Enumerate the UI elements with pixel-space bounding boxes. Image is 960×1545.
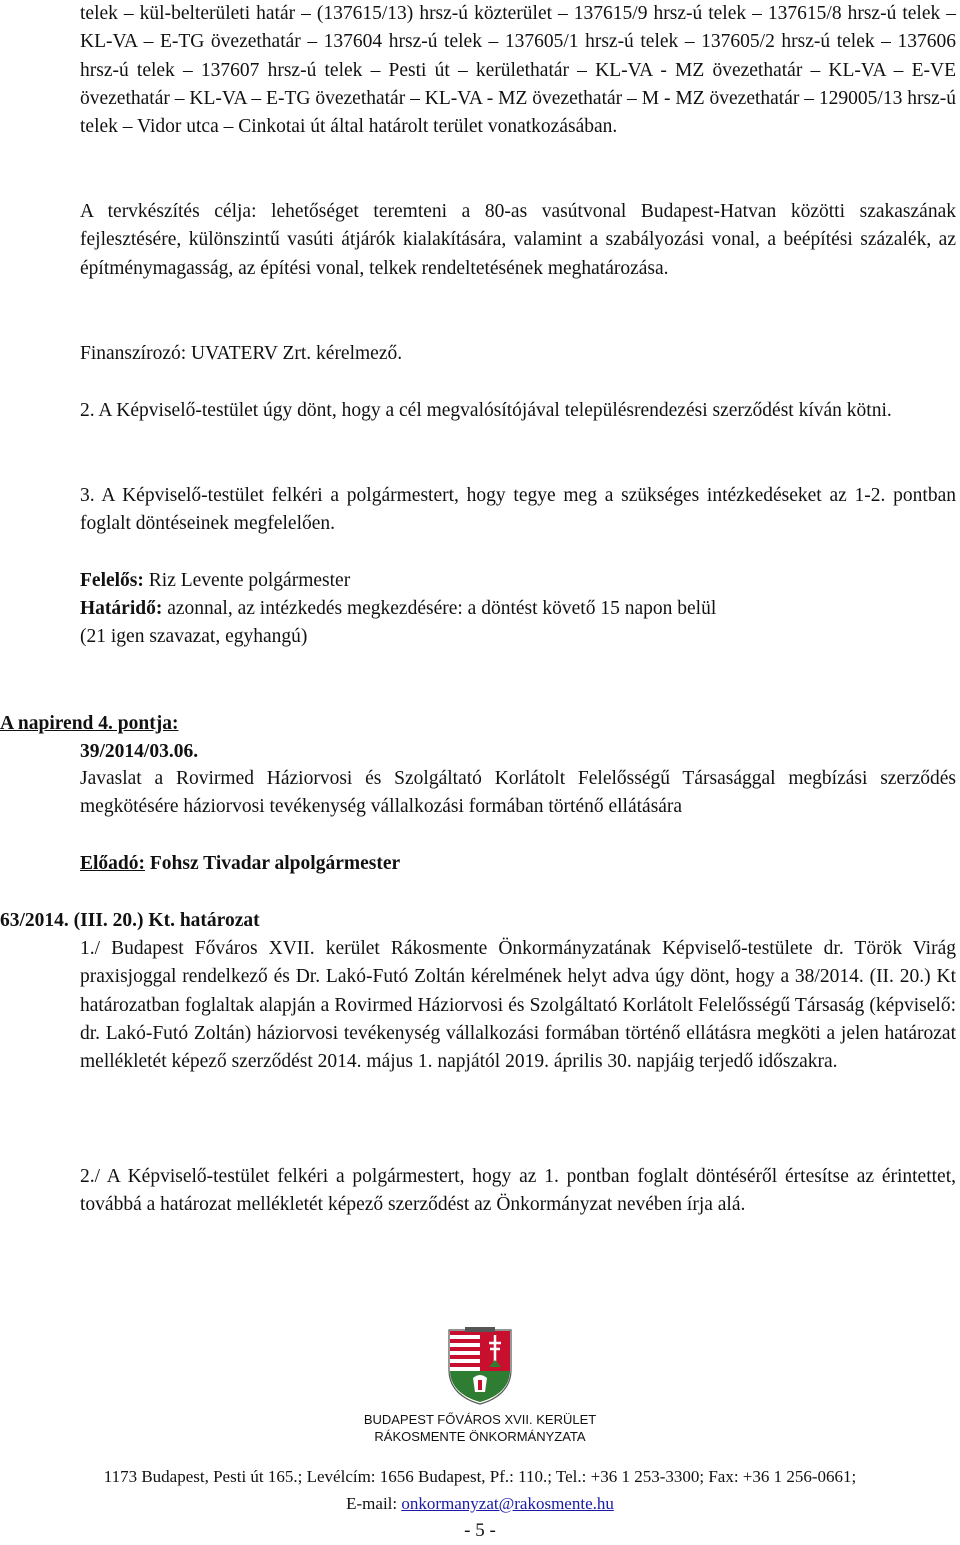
presenter-line [80,850,956,878]
email-link[interactable]: onkormanyzat@rakosmente.hu [401,1494,614,1513]
page-number: - 5 - [464,1520,496,1541]
footer-email-line [0,1490,960,1518]
intro-paragraph: telek – kül-belterületi határ – (137615/13) hrsz-ú közterület – 137615/9 hrsz-ú telek – 137615/8 hrsz-ú telek – KL-VA – E-TG övezethatár – 137604 hrsz-ú telek – 137605/1 hrsz-ú telek – 137605/2 hrsz-ú telek – 137606 hrsz-ú telek – 137607 hrsz-ú telek – Pesti út – kerülethatár – KL-VA - MZ övezethatár – KL-VA – E-VE övezethatár – KL-VA – E-TG övezethatár – KL-VA - MZ övezethatár – M - MZ övezethatár – 129005/13 hrsz-ú telek – Vidor utca – Cinkotai út által határolt terület vonatkozásában. [80,3,956,138]
agenda-number: 39/2014/03.06. [80,741,199,762]
responsible-line [80,567,956,595]
presenter-value: Fohsz Tivadar alpolgármester [145,853,401,874]
deadline-value: azonnal, az intézkedés megkezdésére: a döntést követő 15 napon belül [162,598,717,619]
goal-paragraph: A tervkészítés célja: lehetőséget teremteni a 80-as vasútvonal Budapest-Hatvan közötti szakaszának fejlesztésére, különszintű vasúti átjárók kialakítására, valamint a szabályozási vonal, a beépítési százalék, az építménymagasság, az építési vonal, telkek rendeltetésének meghatározása. [80,201,956,279]
email-label: E-mail: [346,1494,402,1513]
resolution-paragraph-2: 2./ A Képviselő-testület felkéri a polgármestert, hogy az 1. pontban foglalt döntéséről értesítse az érintettet, továbbá a határozat mellékletét képező szerződést az Önkormányzat nevében írja alá. [80,1166,956,1216]
point-3-paragraph: 3. A Képviselő-testület felkéri a polgármestert, hogy tegye meg a szükséges intézkedéseket az 1-2. pontban foglalt döntéseinek megfelelően. [80,485,956,535]
resolution-paragraph-1: 1./ Budapest Főváros XVII. kerület Rákosmente Önkormányzatának Képviselő-testülete dr. Török Virág praxisjoggal rendelkező és Dr. Lakó-Futó Zoltán kérelmének helyt adva úgy dönt, hogy a 38/2014. (II. 20.) Kt határozatban foglaltak alapján a Rovirmed Háziorvosi és Szolgáltató Korlátolt Felelősségű Társaság (képviselő: dr. Lakó-Futó Zoltán) háziorvosi tevékenység vállalkozási formában történő ellátásra megköti a jelen határozat mellékletét képező szerződést 2014. május 1. napjától 2019. április 30. napjáig terjedő időszakra. [80,938,956,1073]
vote-line: (21 igen szavazat, egyhangú) [80,626,308,647]
resolution-heading: 63/2014. (III. 20.) Kt. határozat [0,910,260,931]
point-2-paragraph: 2. A Képviselő-testület úgy dönt, hogy a cél megvalósítójával településrendezési szerződést kíván kötni. [80,400,892,421]
agenda-title: Javaslat a Rovirmed Háziorvosi és Szolgáltató Korlátolt Felelősségű Társasággal megbízási szerződés megkötésére háziorvosi tevékenység vállalkozási formában történő ellátására [80,768,956,818]
responsible-label: Felelős: [80,570,144,591]
footer-address: 1173 Budapest, Pesti út 165.; Levélcím: 1656 Budapest, Pf.: 110.; Tel.: +36 1 253-3300; Fax: +36 1 256-0661; [103,1467,857,1486]
deadline-line [80,595,956,623]
agenda-heading: A napirend 4. pontja: [0,713,179,734]
financer-line: Finanszírozó: UVATERV Zrt. kérelmező. [80,343,403,364]
org-name-line-2: RÁKOSMENTE ÖNKORMÁNYZATA [374,1429,586,1444]
responsible-value: Riz Levente polgármester [143,570,351,591]
deadline-label: Határidő: [80,598,163,619]
presenter-label: Előadó: [80,853,146,874]
org-name-line-1: BUDAPEST FŐVÁROS XVII. KERÜLET [363,1412,597,1427]
coat-of-arms-icon [445,1326,515,1406]
